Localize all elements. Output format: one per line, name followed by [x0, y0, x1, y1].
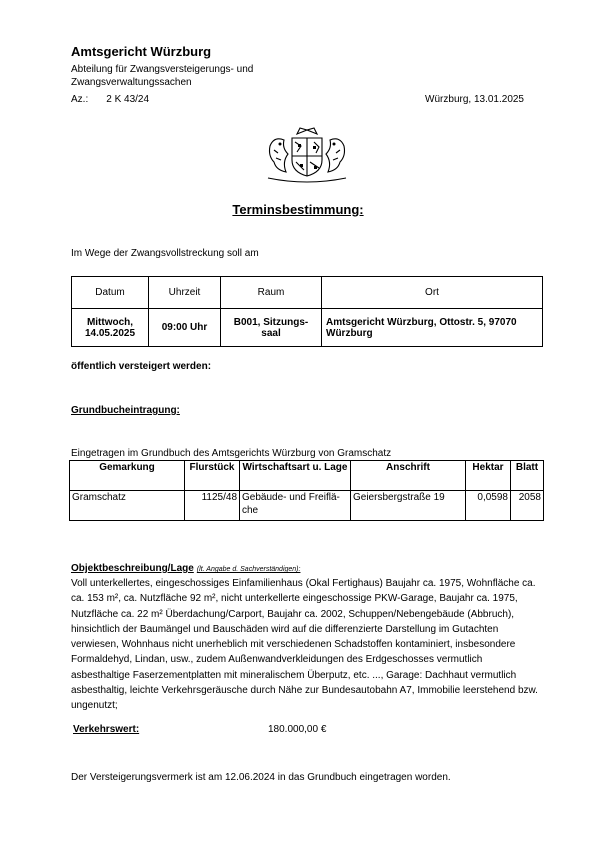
verkehrswert-label: Verkehrswert:	[73, 724, 140, 735]
header-raum: Raum	[221, 277, 322, 309]
table-header-row	[72, 277, 543, 309]
cell-datum: Mittwoch, 14.05.2025	[72, 309, 149, 347]
header-anschrift: Anschrift	[351, 461, 466, 491]
cell-wirtschaftsart: Gebäude- und Freiflä-che	[240, 491, 351, 521]
objekt-label: Objektbeschreibung/Lage	[71, 563, 194, 574]
header-datum: Datum	[72, 277, 149, 309]
objekt-sublabel: (lt. Angabe d. Sachverständigen):	[196, 566, 301, 573]
versteigert-text: öffentlich versteigert werden:	[71, 361, 212, 372]
page-title: Terminsbestimmung:	[232, 202, 364, 217]
department: Abteilung für Zwangsversteigerungs- und Zwangsverwaltungssachen	[71, 64, 254, 88]
header-blatt: Blatt	[511, 461, 544, 491]
cell-anschrift: Geiersbergstraße 19	[351, 491, 466, 521]
grundbuch-table	[69, 460, 544, 521]
az-number: 2 K 43/24	[106, 94, 150, 105]
header-gemarkung: Gemarkung	[70, 461, 185, 491]
verkehrswert-value: 180.000,00 €	[268, 724, 327, 735]
cell-uhrzeit: 09:00 Uhr	[149, 309, 221, 347]
az-label: Az.:	[71, 94, 89, 105]
header-ort: Ort	[322, 277, 543, 309]
case-reference	[71, 94, 149, 105]
cell-ort: Amtsgericht Würzburg, Ottostr. 5, 97070 Würzburg	[322, 309, 543, 347]
cell-hektar: 0,0598	[466, 491, 511, 521]
table-header-row	[70, 461, 544, 491]
objekt-heading	[71, 563, 300, 574]
cell-raum: B001, Sitzungs-saal	[221, 309, 322, 347]
grundbuch-heading: Grundbucheintragung:	[71, 405, 180, 416]
vermerk-text: Der Versteigerungsvermerk ist am 12.06.2024 in das Grundbuch eingetragen worden.	[71, 772, 451, 783]
table-row	[70, 491, 544, 521]
header-wirtschaftsart: Wirtschaftsart u. Lage	[240, 461, 351, 491]
table-row	[72, 309, 543, 347]
objekt-description: Voll unterkellertes, eingeschossiges Einfamilienhaus (Okal Fertighaus) Baujahr ca. 1975, Wohnfläche ca. ca. 153 m², ca. Nutzfläche 92 m², nicht unterkellerte eingeschossige PKW-Garage, Baujahr ca. 1975, Nutzfläche ca. 22 m² Überdachung/Carport, Baujahr ca. 2002, Schuppen/Nebengebäude (Abbruch), hinsichtlich der Baumängel und Bauschäden wird auf die differenzierte Darstellung im Gutachten verwiesen, Wohnhaus nicht unerheblich mit verschiedenen Schadstoffen kontaminiert, insbesondere Formaldehyd, Lindan, usw., zudem Außenwandverkleidungen des Erdgeschosses vermutlich asbesthaltige Faserzementplatten mit mineralischem Überputz, etc. ..., Garage: Dachhaut vermutlich asbesthaltig, leichte Verkehrsgeräusche durch Nähe zur Bundesautobahn A7, Immobilie leerstehend bzw. ungenutzt;	[71, 578, 538, 712]
cell-blatt: 2058	[511, 491, 544, 521]
place-date: Würzburg, 13.01.2025	[425, 94, 524, 105]
eingetragen-text: Eingetragen im Grundbuch des Amtsgerichts Würzburg von Gramschatz	[71, 448, 392, 459]
cell-gemarkung: Gramschatz	[70, 491, 185, 521]
termin-table	[71, 276, 543, 347]
header-flurstueck: Flurstück	[185, 461, 240, 491]
bavarian-coat-of-arms-icon	[262, 126, 352, 184]
cell-flurstueck: 1125/48	[185, 491, 240, 521]
court-name: Amtsgericht Würzburg	[71, 44, 212, 59]
intro-text: Im Wege der Zwangsvollstreckung soll am	[71, 248, 259, 259]
header-uhrzeit: Uhrzeit	[149, 277, 221, 309]
header-hektar: Hektar	[466, 461, 511, 491]
